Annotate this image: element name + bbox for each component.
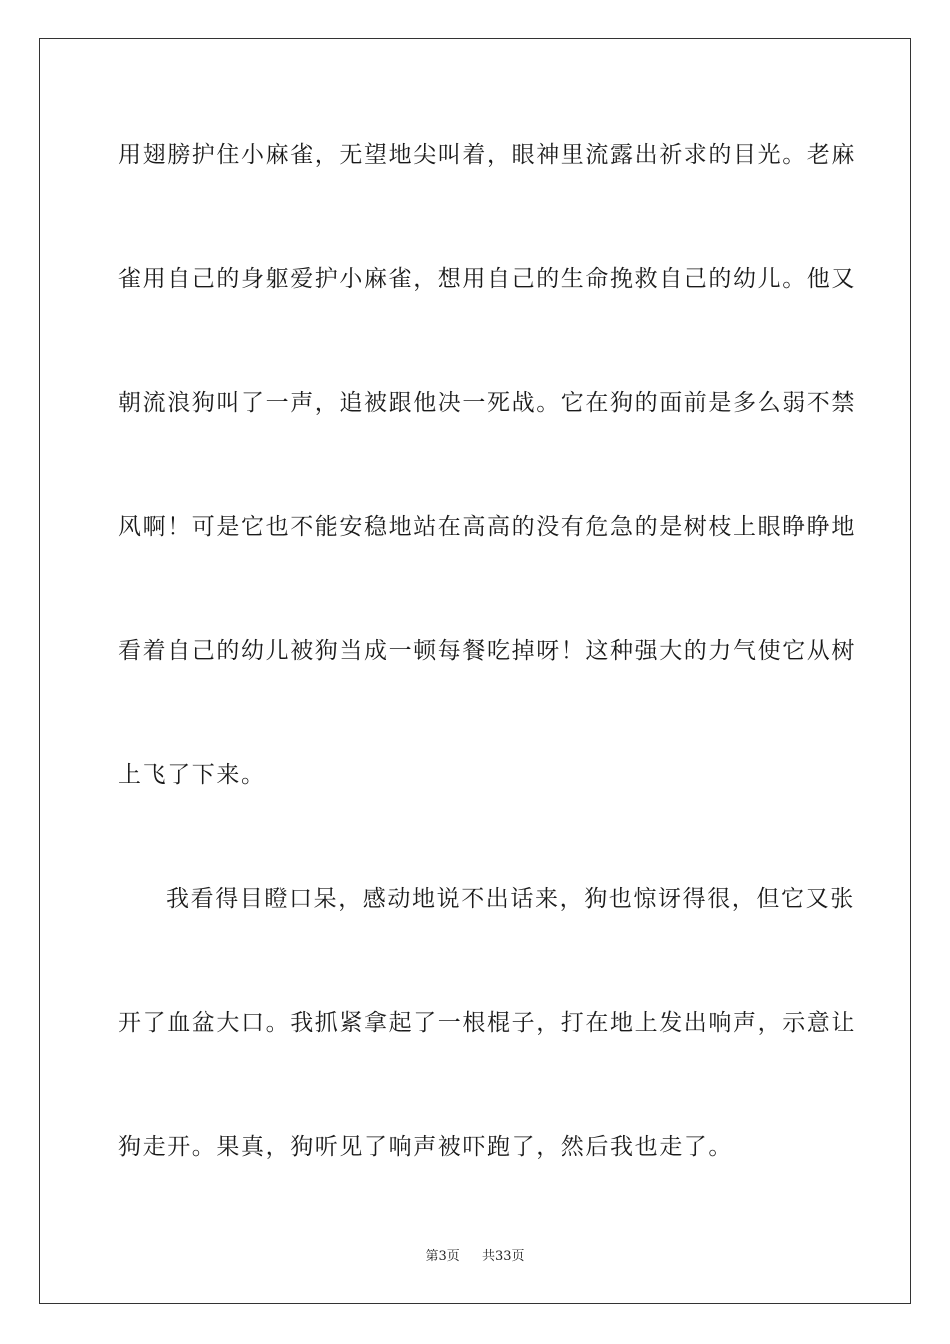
page-frame [39,38,911,1304]
text-line: 用翅膀护住小麻雀，无望地尖叫着，眼神里流露出祈求的目光。老麻 [118,142,856,168]
text-line: 上飞了下来。 [118,762,266,788]
page-footer [0,1247,950,1267]
text-line: 开了血盆大口。我抓紧拿起了一根棍子，打在地上发出响声，示意让 [118,1010,856,1036]
text-line: 狗走开。果真，狗听见了响声被吓跑了，然后我也走了。 [118,1134,733,1160]
text-line: 风啊！可是它也不能安稳地站在高高的没有危急的是树枝上眼睁睁地 [118,514,856,540]
text-line: 看着自己的幼儿被狗当成一顿每餐吃掉呀！这种强大的力气使它从树 [118,638,856,664]
text-line: 我看得目瞪口呆，感动地说不出话来，狗也惊讶得很，但它又张 [166,886,855,912]
page-number: 第3页 [425,1249,460,1264]
text-line: 雀用自己的身躯爱护小麻雀，想用自己的生命挽救自己的幼儿。他又 [118,266,856,292]
page-total: 共33页 [482,1249,525,1264]
text-line: 朝流浪狗叫了一声，追被跟他决一死战。它在狗的面前是多么弱不禁 [118,390,856,416]
